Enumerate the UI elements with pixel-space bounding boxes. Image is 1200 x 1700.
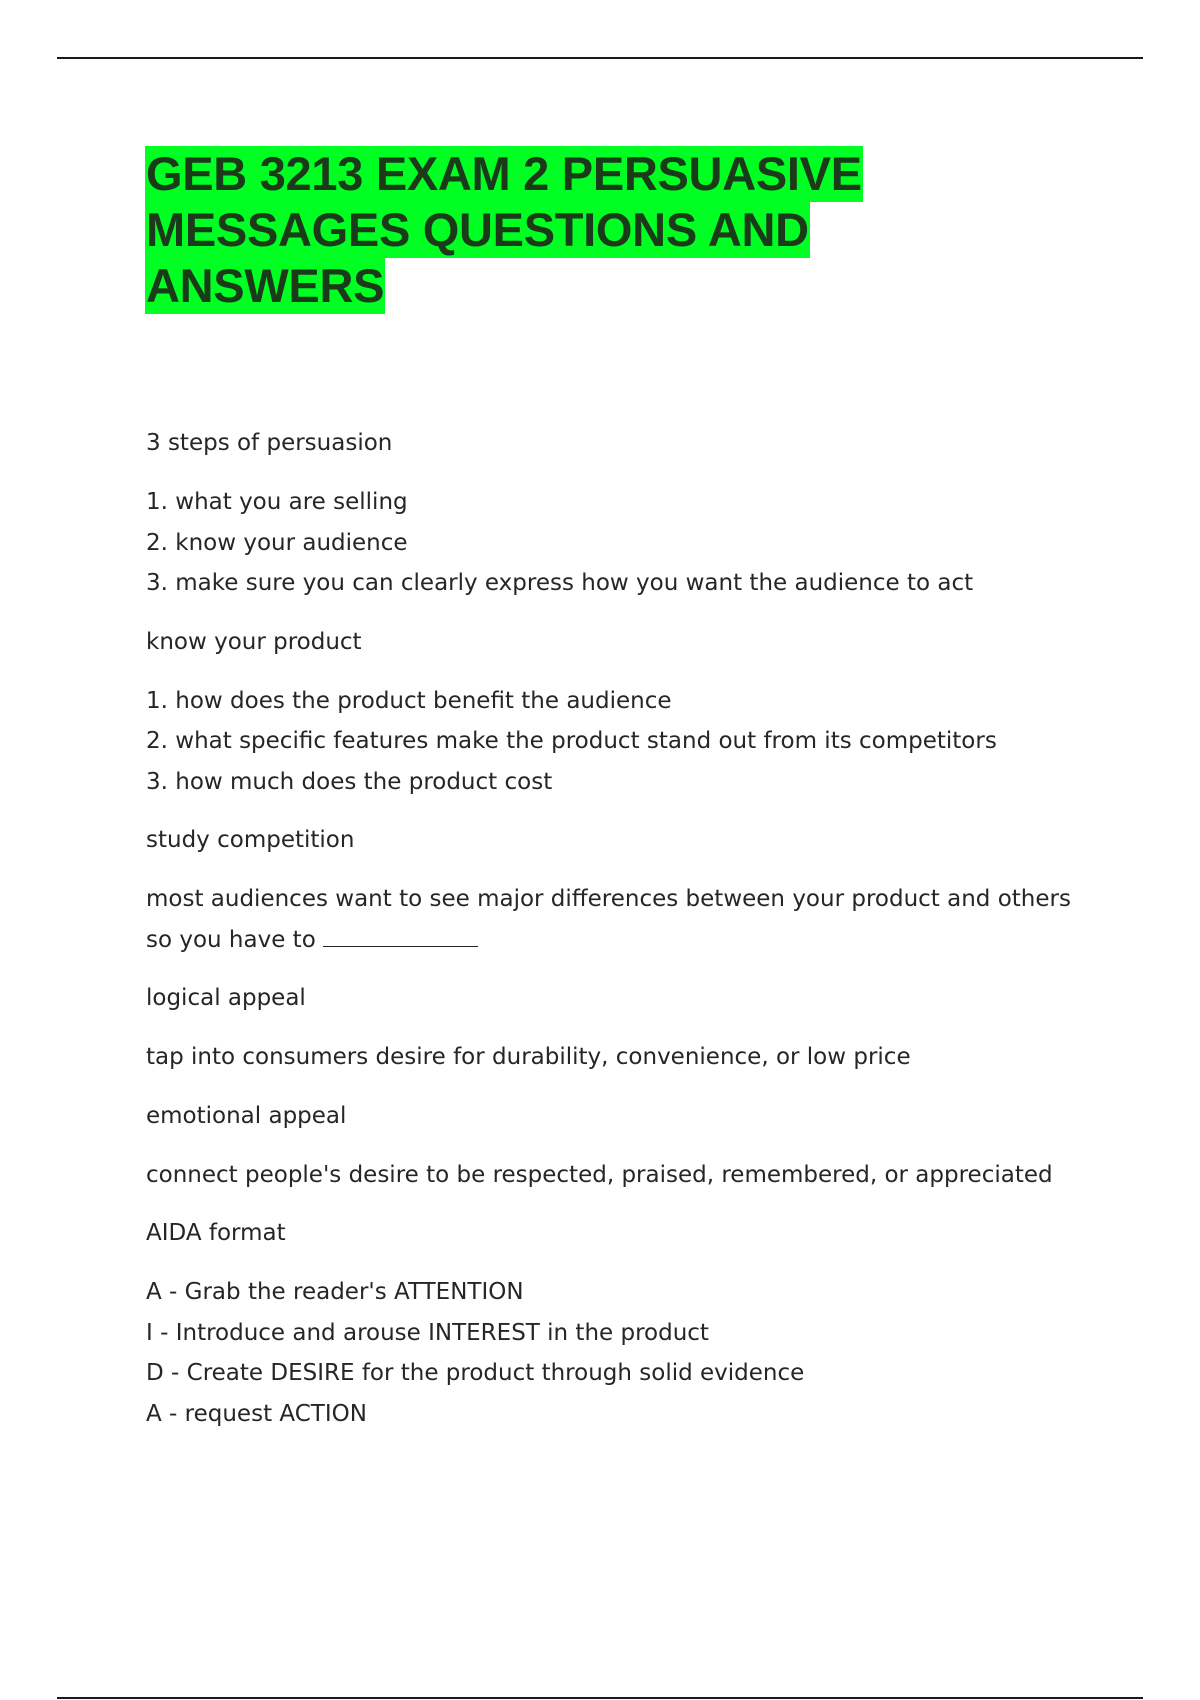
card-term: know your product (146, 628, 362, 655)
answer-line: 1. how does the product benefit the audience (146, 687, 672, 714)
card-term: AIDA format (146, 1220, 286, 1246)
answer-line: tap into consumers desire for durability, convenience, or low price (146, 1044, 911, 1070)
bottom-rule (57, 1697, 1143, 1699)
fill-in-blank (323, 924, 478, 947)
flashcard-list (146, 424, 1096, 1453)
card-answer (146, 879, 1096, 960)
card-term: 3 steps of persuasion (146, 430, 393, 456)
card-answer (146, 1155, 1096, 1196)
top-rule (57, 57, 1143, 59)
title-highlight: GEB 3213 EXAM 2 PERSUASIVE MESSAGES QUESTIONS AND ANSWERS (146, 147, 862, 312)
answer-line: 3. how much does the product cost (146, 768, 553, 795)
card-answer (146, 681, 1096, 803)
answer-line: A - request ACTION (146, 1400, 367, 1427)
answer-line: A - Grab the reader's ATTENTION (146, 1279, 524, 1305)
card-term: study competition (146, 827, 355, 853)
answer-text: so you have to (146, 926, 316, 953)
answer-line: 1. what you are selling (146, 489, 408, 515)
card-answer (146, 1272, 1096, 1434)
answer-line: I - Introduce and arouse INTEREST in the product (146, 1319, 709, 1346)
answer-line: connect people's desire to be respected, praised, remembered, or appreciated (146, 1161, 1053, 1188)
card-answer (146, 482, 1096, 604)
document-title (145, 146, 1045, 314)
card-answer (146, 1037, 1096, 1078)
answer-line: 2. know your audience (146, 529, 408, 556)
answer-line: most audiences want to see major differences between your product and others (146, 886, 1071, 912)
answer-line: D - Create DESIRE for the product through solid evidence (146, 1360, 805, 1386)
card-term: logical appeal (146, 985, 306, 1011)
answer-line: 2. what specific features make the product stand out from its competitors (146, 728, 997, 754)
card-term: emotional appeal (146, 1102, 347, 1129)
answer-line-with-blank (146, 920, 1096, 961)
answer-line: 3. make sure you can clearly express how you want the audience to act (146, 570, 974, 596)
